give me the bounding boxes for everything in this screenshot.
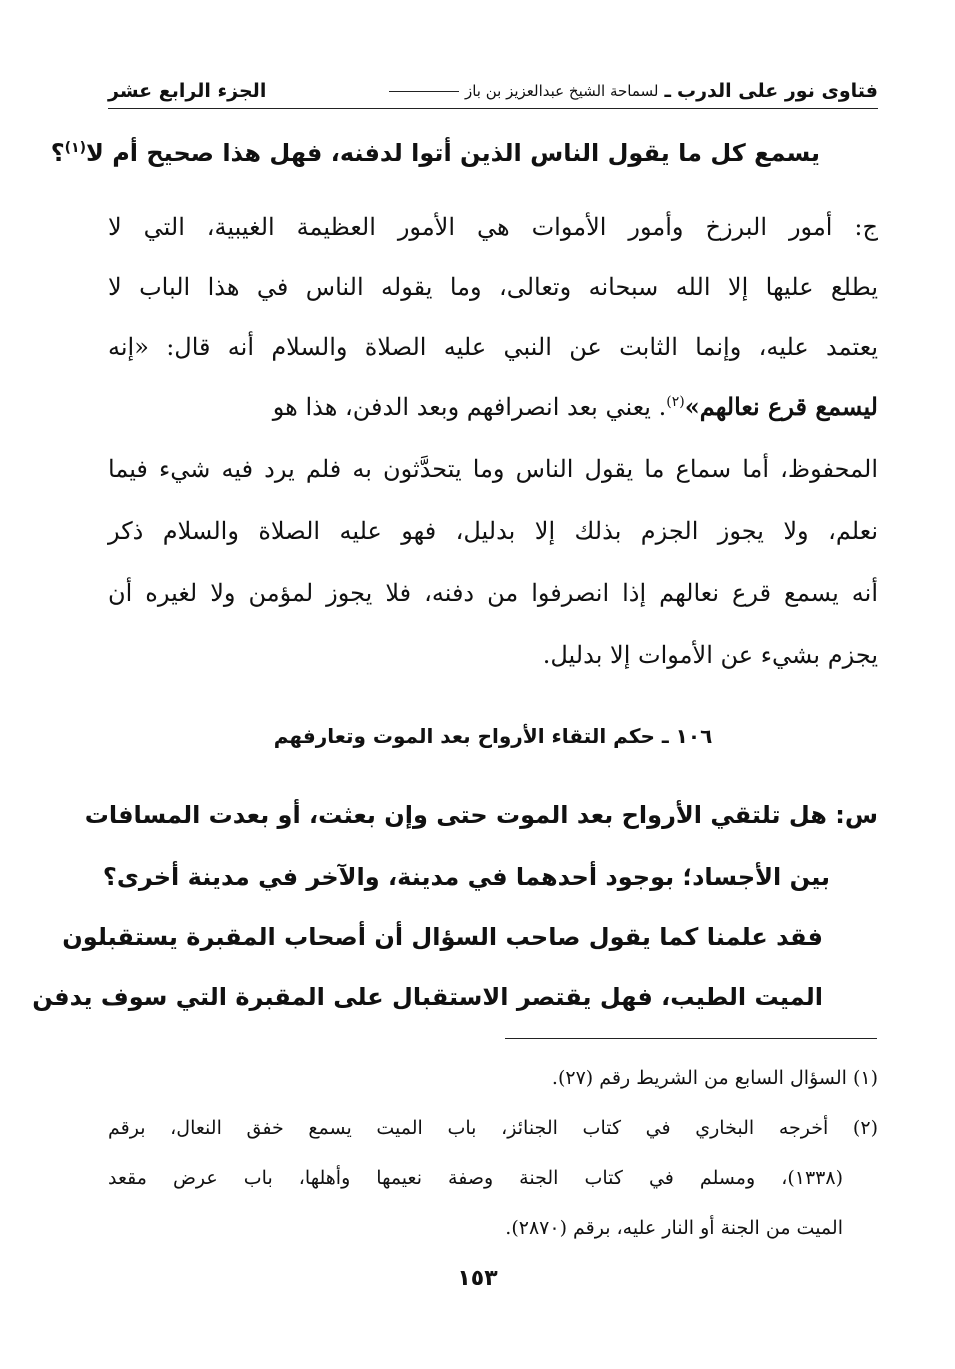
footnote-2-line-3: الميت من الجنة أو النار عليه، برقم (٢٨٧٠). xyxy=(505,1217,843,1239)
answer-line-2: يطلع عليها إلا الله سبحانه وتعالى، وما يقوله الناس في هذا الباب لا xyxy=(108,273,878,301)
answer-line-6: نعلم، ولا يجوز الجزم بذلك إلا بدليل، فهو عليه الصلاة والسلام ذكر xyxy=(108,517,878,545)
answer-line-8: يجزم بشيء عن الأموات إلا بدليل. xyxy=(542,641,878,669)
author-credit: لسماحة الشيخ عبدالعزيز بن باز xyxy=(464,82,659,100)
answer-line-5: المحفوظ، أما سماع ما يقول الناس وما يتحدَّثون به فلم يرد فيه شيء فيما xyxy=(108,455,878,483)
hadith-quote: ليسمع قرع نعالهم» xyxy=(684,392,878,421)
question-line-4: الميت الطيب، فهل يقتصر الاستقبال على المقبرة التي سوف يدفن xyxy=(32,983,823,1011)
section-heading: ١٠٦ ـ حكم التقاء الأرواح بعد الموت وتعارفهم xyxy=(273,724,713,748)
running-header xyxy=(108,74,878,109)
footnote-1: (١) السؤال السابع من الشريط رقم (٢٧). xyxy=(551,1067,878,1089)
volume-label: الجزء الرابع عشر xyxy=(108,80,267,102)
footnote-2-line-1: (٢) أخرجه البخاري في كتاب الجنائز، باب الميت يسمع خفق النعال، برقم xyxy=(108,1117,878,1139)
header-dash: ـ xyxy=(664,80,671,102)
footnote-marker-1: (١) xyxy=(64,140,86,156)
footnote-separator xyxy=(505,1038,877,1039)
answer-line-4 xyxy=(108,378,878,436)
book-title: فتاوى نور على الدرب xyxy=(677,80,878,102)
page-number: ١٥٣ xyxy=(457,1266,498,1291)
answer-line-7: أنه يسمع قرع نعالهم إذا انصرفوا من دفنه، فلا يجوز لمؤمن ولا لغيره أن xyxy=(108,579,878,607)
question-continuation-line xyxy=(50,124,820,182)
answer-line-3: يعتمد عليه، وإنما الثابت عن النبي عليه الصلاة والسلام أنه قال: «إنه xyxy=(108,333,878,361)
answer-line-4-rest: . يعني بعد انصرافهم وبعد الدفن، هذا هو xyxy=(272,393,667,421)
question-line-2: بين الأجساد؛ بوجود أحدهما في مدينة، والآخر في مدينة أخرى؟ xyxy=(102,863,830,891)
question-line-1: س: هل تلتقي الأرواح بعد الموت حتى وإن بعثت، أو بعدت المسافات xyxy=(84,801,878,829)
question-continuation: يسمع كل ما يقول الناس الذين أتوا لدفنه، فهل هذا صحيح أم لا xyxy=(85,139,820,167)
question-line-3: فقد علمنا كما يقول صاحب السؤال أن أصحاب المقبرة يستقبلون xyxy=(62,923,823,951)
footnote-marker-2: (٢) xyxy=(666,394,685,410)
question-mark: ؟ xyxy=(50,139,65,167)
answer-line-1: ج: أمور البرزخ وأمور الأموات هي الأمور العظيمة الغيبية، التي لا xyxy=(108,213,878,241)
header-title-group xyxy=(389,80,878,102)
header-rule xyxy=(389,91,459,92)
footnote-2-line-2: (١٣٣٨)، ومسلم في كتاب الجنة وصفة نعيمها وأهلها، باب عرض مقعد xyxy=(108,1167,843,1189)
